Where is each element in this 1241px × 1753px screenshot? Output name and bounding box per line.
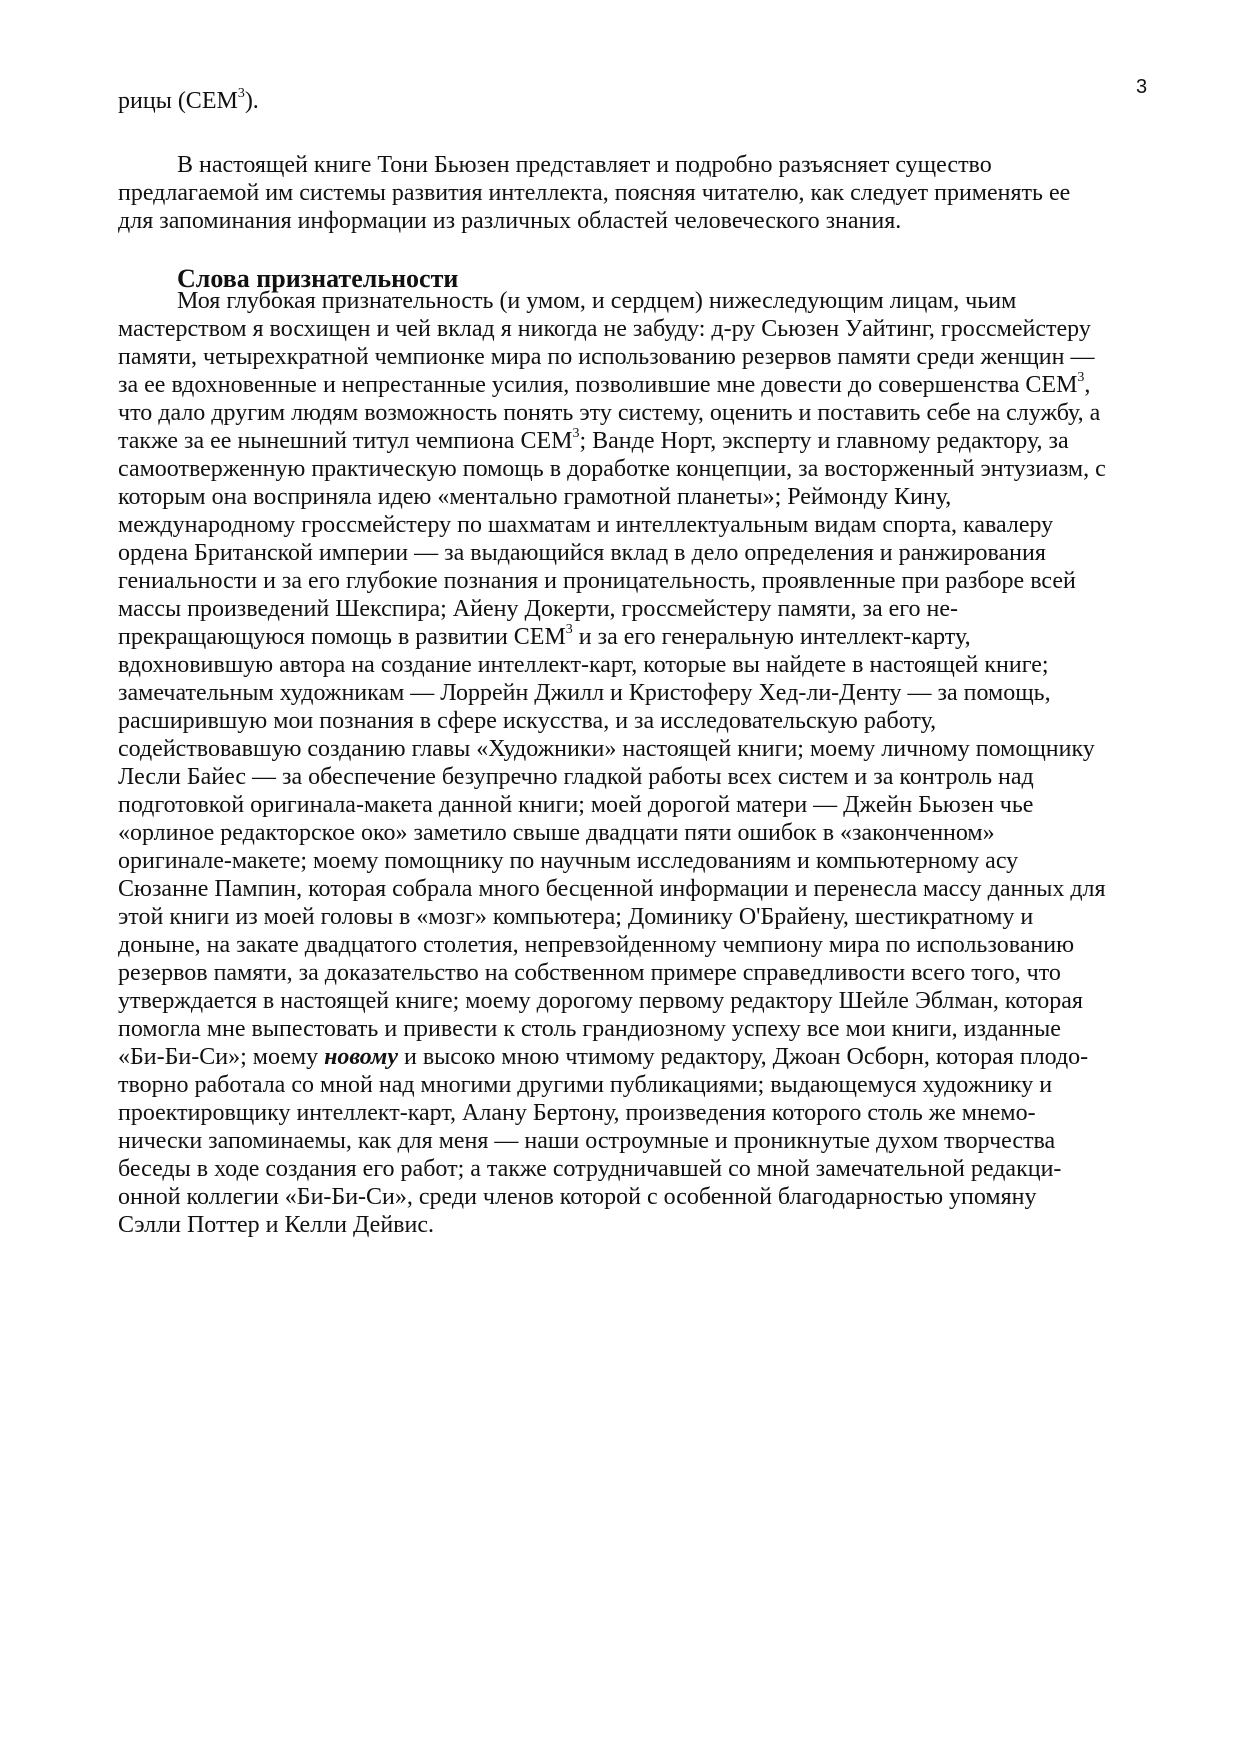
text-segment: ; Ванде Норт, эксперту и главному редактору, за: [579, 428, 1069, 454]
body-line: что дало другим людям возможность понять эту систему, оценить и поставить себе на службу, а: [118, 400, 1101, 426]
body-line: памяти, четырехкратной чемпионке мира по использованию резервов памяти среди женщин —: [118, 344, 1095, 370]
text-segment: прекращающуюся помощь в развитии СЕМ: [118, 624, 566, 650]
body-line: гениальности и за его глубокие познания и проницательность, проявленные при разборе всей: [118, 568, 1076, 594]
text-segment: за ее вдохновенные и непрестанные усилия, позволившие мне довести до совершенства СЕМ: [118, 372, 1078, 398]
intro-line: для запоминания информации из различных областей человеческого знания.: [118, 208, 902, 234]
body-line: проектировщику интеллект-карт, Алану Бертону, произведения которого столь же мнемо-: [118, 1100, 1036, 1126]
body-line: Сюзанне Пампин, которая собрала много бесценной информации и перенесла массу данных для: [118, 876, 1106, 902]
body-line: расширившую мои познания в сфере искусства, и за исследовательскую работу,: [118, 708, 937, 734]
text-segment: рицы (СЕМ: [118, 88, 238, 114]
body-line: Моя глубокая признательность (и умом, и сердцем) нижеследующим лицам, чьим: [177, 288, 1017, 314]
body-line: доныне, на закате двадцатого столетия, непревзойденному чемпиону мира по использованию: [118, 932, 1074, 958]
section-heading: Слова признательности: [177, 264, 459, 293]
text-segment: и высоко мною чтимому редактору, Джоан Осборн, которая плодо-: [398, 1044, 1089, 1070]
body-line: самоотверженную практическую помощь в доработке концепции, за восторженный энтузиазм, с: [118, 456, 1106, 482]
body-line: международному гроссмейстеру по шахматам и интеллектуальным видам спорта, кавалеру: [118, 512, 1054, 538]
body-line: которым она восприняла идею «ментально грамотной планеты»; Реймонду Кину,: [118, 484, 952, 510]
superscript: 3: [565, 622, 573, 637]
intro-line: В настоящей книге Тони Бьюзен представляет и подробно разъясняет существо: [177, 152, 992, 178]
body-line: Сэлли Поттер и Келли Дейвис.: [118, 1212, 434, 1238]
text-segment: ).: [244, 88, 259, 114]
body-line: мастерством я восхищен и чей вклад я никогда не забуду: д-ру Сьюзен Уайтинг, гроссмейстеру: [118, 316, 1091, 342]
body-line: «орлиное редакторское око» заметило свыше двадцати пяти ошибок в «законченном»: [118, 820, 995, 846]
body-line: подготовкой оригинала-макета данной книги; моей дорогой матери — Джейн Бьюзен чье: [118, 792, 1034, 818]
body-line: ордена Британской империи — за выдающийся вклад в дело определения и ранжирования: [118, 540, 1046, 566]
body-line: [118, 370, 1148, 400]
body-line: творно работала со мной над многими другими публикациями; выдающемуся художнику и: [118, 1072, 1053, 1098]
body-line: беседы в ходе создания его работ; а также сотрудничавшей со мной замечательной редакци-: [118, 1156, 1062, 1182]
text-segment: и за его генеральную интеллект-карту,: [572, 624, 971, 650]
page-number: 3: [1136, 76, 1148, 98]
intro-line: предлагаемой им системы развития интеллекта, поясняя читателю, как следует применять ее: [118, 180, 1071, 206]
body-line: нически запоминаемы, как для меня — наши остроумные и проникнутые духом творчества: [118, 1128, 1056, 1154]
body-line: [118, 622, 1148, 652]
body-line: утверждается в настоящей книге; моему дорогому первому редактору Шейле Эблман, которая: [118, 988, 1083, 1014]
body-line: содействовавшую созданию главы «Художники» настоящей книги; моему личному помощнику: [118, 736, 1095, 762]
body-line: [118, 426, 1148, 456]
emphasis-text: новому: [324, 1044, 398, 1070]
body-line: массы произведений Шекспира; Айену Докерти, гроссмейстеру памяти, за его не-: [118, 596, 959, 622]
body-line: [118, 1042, 1148, 1072]
superscript: 3: [572, 426, 580, 441]
text-segment: «Би-Би-Си»; моему: [118, 1044, 325, 1070]
superscript: 3: [237, 86, 245, 101]
body-line: помогла мне выпестовать и привести к столь грандиозному успеху все мои книги, изданные: [118, 1016, 1061, 1042]
body-line: Лесли Байес — за обеспечение безупречно гладкой работы всех систем и за контроль над: [118, 764, 1034, 790]
body-line: оригинале-макете; моему помощнику по научным исследованиям и компьютерному асу: [118, 848, 1019, 874]
body-line: онной коллегии «Би-Би-Си», среди членов которой с особенной благодарностью упомяну: [118, 1184, 1037, 1210]
body-line: резервов памяти, за доказательство на собственном примере справедливости всего того, что: [118, 960, 1061, 986]
intro-line: [118, 86, 1148, 116]
body-line: вдохновившую автора на создание интеллект-карт, которые вы найдете в настоящей книге;: [118, 652, 1049, 678]
superscript: 3: [1077, 370, 1085, 385]
text-segment: также за ее нынешний титул чемпиона СЕМ: [118, 428, 573, 454]
body-line: этой книги из моей головы в «мозг» компьютера; Доминику О'Брайену, шестикратному и: [118, 904, 1034, 930]
body-line: замечательным художникам — Лоррейн Джилл и Кристоферу Хед-ли-Денту — за помощь,: [118, 680, 1051, 706]
text-segment: ,: [1084, 372, 1091, 398]
